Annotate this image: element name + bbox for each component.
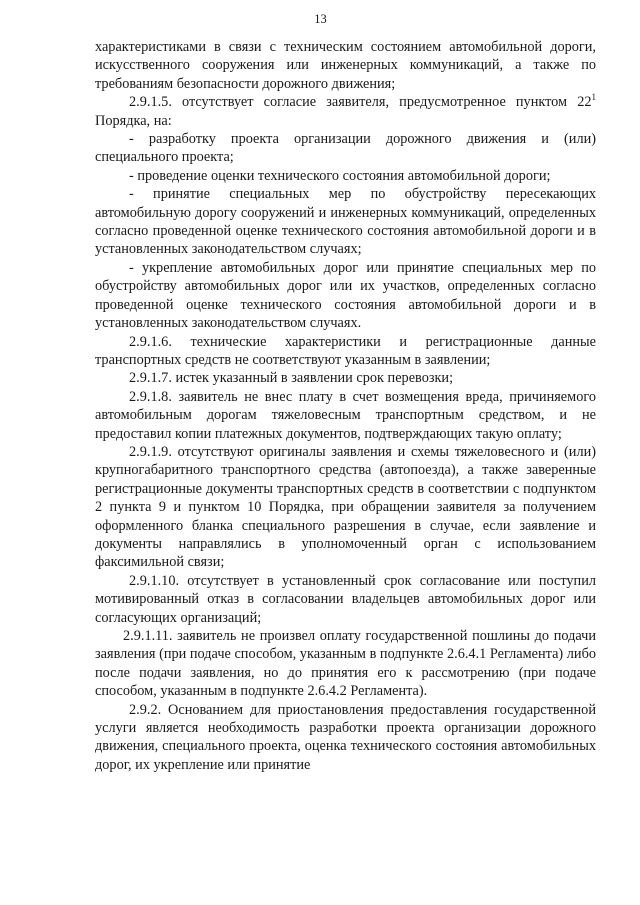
page-number: 13 [314,12,327,26]
paragraph-2-9-1-10: 2.9.1.10. отсутствует в установленный срок согласование или поступил мотивированный отказ в согласовании владельцев автомобильных дорог или согласующих организаций; [95,572,596,626]
paragraph-continuation: характеристиками в связи с техническим состоянием автомобильной дороги, искусственного сооружения или инженерных коммуникаций, а также по требованиям безопасности дорожного движения; [95,39,596,92]
paragraph-text-tail: Порядка, на: [95,112,172,129]
superscript: 1 [591,92,596,103]
list-item-project: - разработку проекта организации дорожного движения и (или) специального проекта; [95,131,596,166]
list-item-special-measures: - принятие специальных мер по обустройству пересекающих автомобильную дорогу сооружений и инженерных коммуникаций, определенных согласно проведенной оценке технического состояния автомобильной дороги и в установленных законодательством случаях; [95,186,596,258]
list-item-assessment: - проведение оценки технического состояния автомобильной дороги; [129,167,551,184]
list-item-road-strengthening: - укрепление автомобильных дорог или принятие специальных мер по обустройству автомобильных дорог или их участков, определенных согласно проведенной оценке технического состояния автомобильной дороги и в установленных законодательством случаях. [95,259,596,332]
paragraph-text: 2.9.1.5. отсутствует согласие заявителя, предусмотренное пунктом 22 [129,94,592,111]
paragraph-2-9-2: 2.9.2. Основанием для приостановления предоставления государственной услуги является необходимость разработки проекта организации дорожного движения, специального проекта, оценка технического состояния автомобильных дорог, их укрепление или принятие [95,701,596,773]
paragraph-2-9-1-8: 2.9.1.8. заявитель не внес плату в счет возмещения вреда, причиняемого автомобильным дорогам тяжеловесным транспортным средством, и не предоставил копии платежных документов, подтверждающих такую оплату; [95,388,596,442]
paragraph-2-9-1-11: 2.9.1.11. заявитель не произвел оплату государственной пошлины до подачи заявления (при подаче способом, указанным в подпункте 2.6.4.1 Регламента) либо после подачи заявления, но до принятия его к рассмотрению (при подаче способом, указанным в подпункте 2.6.4.2 Регламента). [95,628,596,700]
paragraph-2-9-1-6: 2.9.1.6. технические характеристики и регистрационные данные транспортных средств не соответствуют указанным в заявлении; [95,333,596,368]
paragraph-2-9-1-7: 2.9.1.7. истек указанный в заявлении срок перевозки; [129,370,454,387]
paragraph-2-9-1-5 [95,93,596,130]
paragraph-2-9-1-9: 2.9.1.9. отсутствуют оригиналы заявления и схемы тяжеловесного и (или) крупногабаритного транспортного средства (автопоезда), а также заверенные регистрационные документы транспортных средств в соответствии с подпунктом 2 пункта 9 и пунктом 10 Порядка, при обращении заявителя за получением оформленного бланка специального разрешения в случае, если заявление и документы направлялись в уполномоченный орган с использованием факсимильной связи; [95,443,596,571]
